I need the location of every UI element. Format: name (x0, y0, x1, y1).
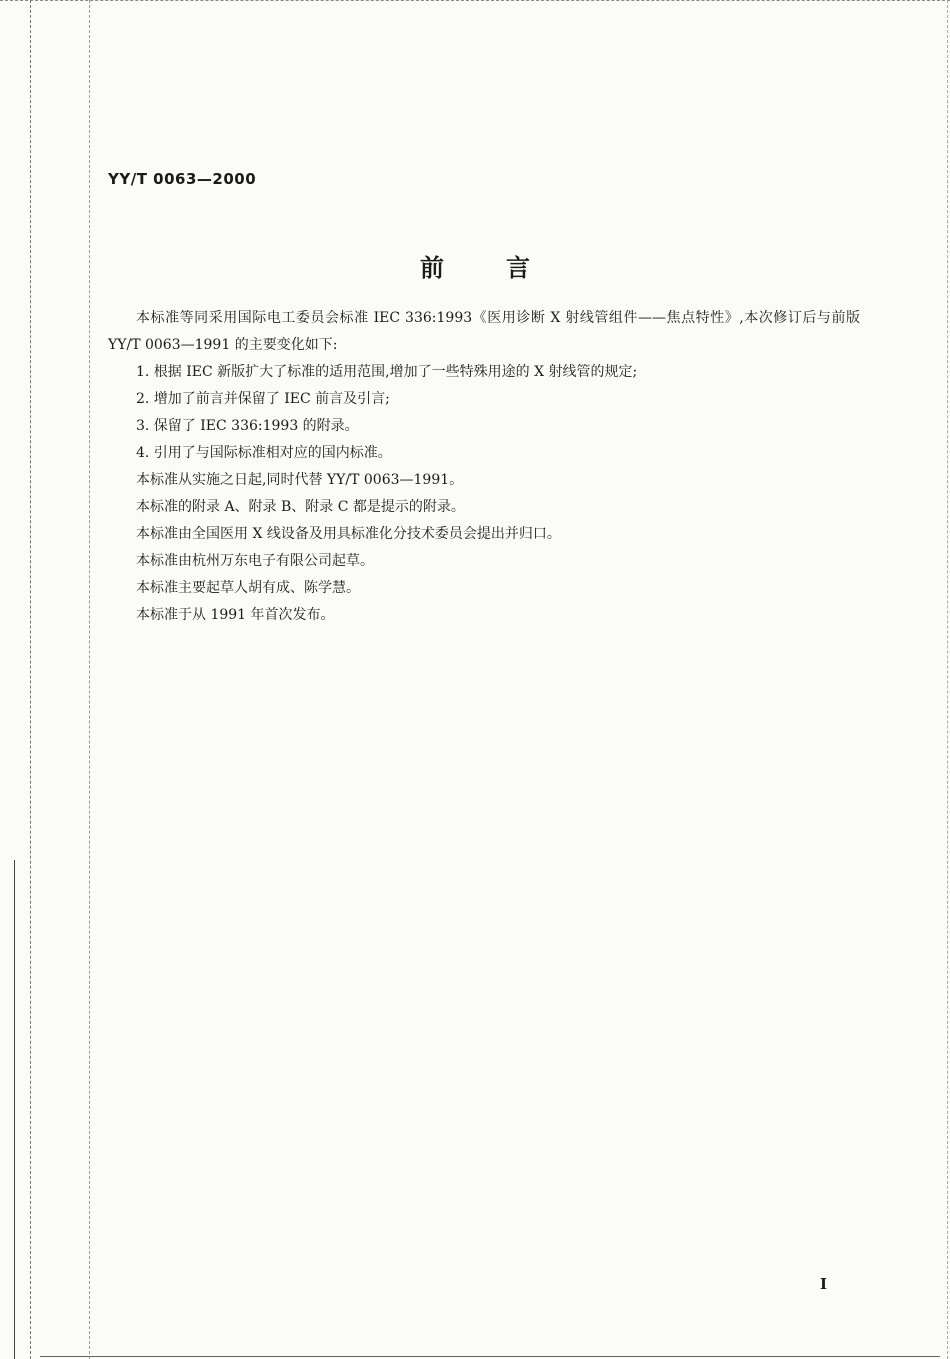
page-number: I (820, 1275, 828, 1293)
statement-line: 本标准由杭州万东电子有限公司起草。 (136, 553, 374, 569)
statement-line: 本标准由全国医用 X 线设备及用具标准化分技术委员会提出并归口。 (136, 526, 561, 542)
binding-line (14, 860, 15, 1359)
statement-line: 本标准的附录 A、附录 B、附录 C 都是提示的附录。 (136, 499, 465, 515)
binding-line (89, 0, 90, 1359)
intro-paragraph: 本标准等同采用国际电工委员会标准 IEC 336:1993《医用诊断 X 射线管组件——焦点特性》,本次修订后与前版 YY/T 0063—1991 的主要变化如下: (108, 310, 860, 353)
statement-line: 本标准从实施之日起,同时代替 YY/T 0063—1991。 (136, 472, 464, 488)
statement-line: 本标准于从 1991 年首次发布。 (136, 607, 335, 623)
standard-code: YY/T 0063—2000 (108, 170, 257, 188)
change-item: 4. 引用了与国际标准相对应的国内标准。 (136, 445, 392, 461)
page-title: 前言 (420, 254, 592, 282)
statement-line: 本标准主要起草人胡有成、陈学慧。 (136, 580, 360, 596)
scan-top-edge (0, 0, 950, 1)
change-item: 1. 根据 IEC 新版扩大了标准的适用范围,增加了一些特殊用途的 X 射线管的规定; (136, 364, 638, 380)
change-item: 2. 增加了前言并保留了 IEC 前言及引言; (136, 391, 390, 407)
scan-right-edge (947, 0, 948, 1359)
binding-line (30, 0, 31, 1359)
change-item: 3. 保留了 IEC 336:1993 的附录。 (136, 418, 359, 434)
scan-bottom-edge (40, 1356, 940, 1357)
preface-body (108, 305, 860, 629)
